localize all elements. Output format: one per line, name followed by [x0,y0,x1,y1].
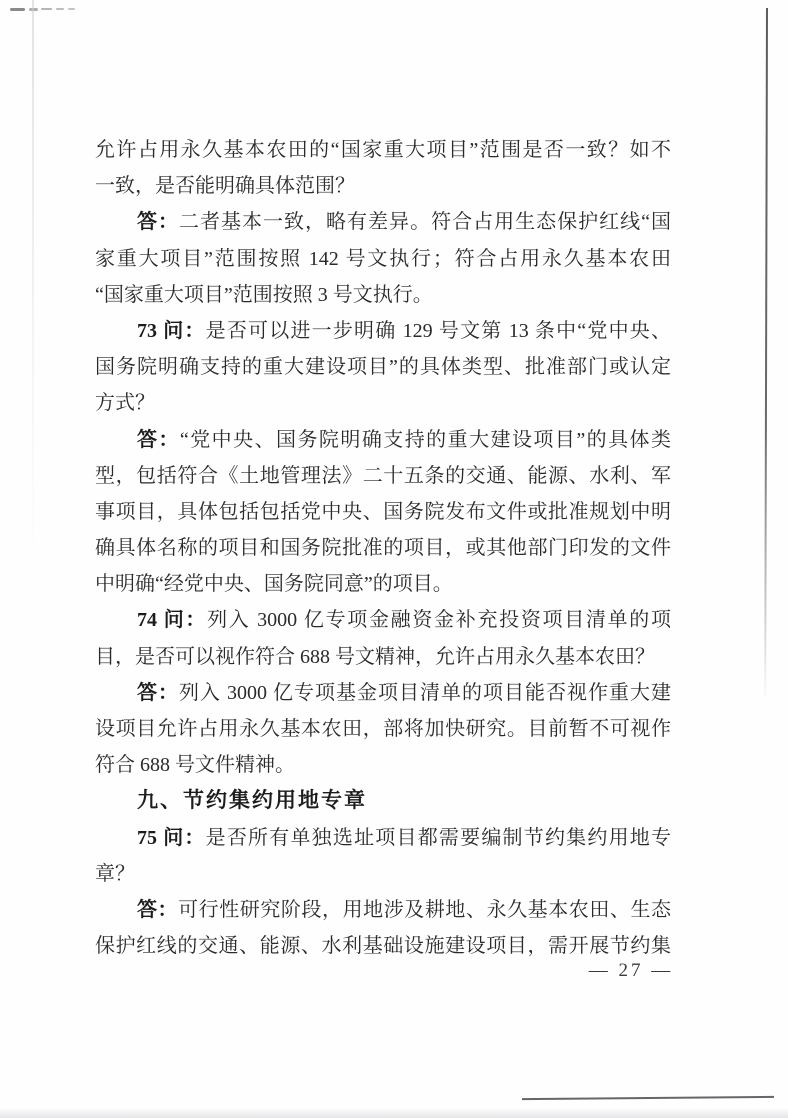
text-line [95,928,671,964]
scan-artifact-dash [41,8,52,10]
scan-artifact-dash [56,8,64,10]
text-segment-bold: 74 问： [137,609,208,632]
text-line [95,385,671,421]
text-line [95,277,671,313]
text-line [95,711,671,747]
text-line [95,892,671,928]
text-segment-bold: 答： [137,428,180,451]
text-segment: 事项目，具体包括包括党中央、国务院发布文件或批准规划中明 [95,500,671,523]
text-segment: 家重大项目”范围按照 142 号文执行；符合占用永久基本农田 [95,247,671,270]
text-segment-bold: 73 问： [137,319,206,342]
page-number: — 27 — [588,960,674,981]
text-line [95,820,671,856]
text-line [95,313,671,349]
text-segment: 目，是否可以视作符合 688 号文精神，允许占用永久基本农田？ [95,645,655,668]
text-segment: 列入 3000 亿专项金融资金补充投资项目清单的项 [207,609,671,632]
text-segment-bold: 答： [137,211,180,234]
scan-artifact-shadow [0,1108,788,1118]
scan-artifact-fold-line [32,0,34,560]
text-segment-bold: 九、节约集约用地专章 [137,789,367,813]
text-segment: 保护红线的交通、能源、水利基础设施建设项目，需开展节约集 [95,935,671,958]
section-heading [95,783,671,819]
scan-artifact-dash [68,8,75,10]
text-segment: 中明确“经党中央、国务院同意”的项目。 [95,573,453,596]
text-segment: 是否所有单独选址项目都需要编制节约集约用地专 [205,826,671,849]
text-segment: 方式？ [95,392,155,415]
text-line [95,856,671,892]
text-segment: 允许占用永久基本农田的“国家重大项目”范围是否一致？如不 [95,139,671,161]
text-segment: “党中央、国务院明确支持的重大建设项目”的具体类 [179,428,671,451]
text-segment: 国务院明确支持的重大建设项目”的具体类型、批准部门或认定 [95,356,671,379]
text-line [95,602,671,638]
text-segment: 是否可以进一步明确 129 号文第 13 条中“党中央、 [205,319,671,342]
text-segment: 可行性研究阶段，用地涉及耕地、永久基本农田、生态 [178,898,671,921]
text-segment-bold: 答： [137,681,179,704]
scan-artifact-dash [10,8,25,11]
text-segment: 设项目允许占用永久基本农田，部将加快研究。目前暂不可视作 [95,718,671,740]
text-segment: “国家重大项目”范围按照 3 号文执行。 [95,283,433,306]
text-segment: 确具体名称的项目和国务院批准的项目，或其他部门印发的文件 [95,537,671,560]
text-segment: 一致，是否能明确具体范围？ [95,175,355,198]
scan-artifact-dash [29,8,38,11]
text-line [95,530,671,566]
text-segment: 型，包括符合《土地管理法》二十五条的交通、能源、水利、军 [95,464,671,487]
text-line [95,422,671,458]
scan-artifact-page-edge [522,1096,774,1100]
text-line [95,349,671,385]
text-segment: 符合 688 号文件精神。 [95,754,295,777]
text-line [95,168,671,204]
text-column [95,132,671,964]
scan-artifact-page-edge [764,8,768,703]
text-line [95,675,671,711]
text-segment-bold: 75 问： [137,826,206,849]
text-line [95,241,671,277]
text-segment: 二者基本一致，略有差异。符合占用生态保护红线“国 [179,211,671,234]
text-line [95,747,671,783]
text-line [95,458,671,494]
text-line [95,494,671,530]
text-segment-bold: 答： [137,898,179,921]
text-segment: 章？ [95,862,135,885]
text-line [95,132,671,168]
text-line [95,204,671,240]
text-line [95,566,671,602]
text-segment: 列入 3000 亿专项基金项目清单的项目能否视作重大建 [179,681,671,704]
text-line [95,639,671,675]
